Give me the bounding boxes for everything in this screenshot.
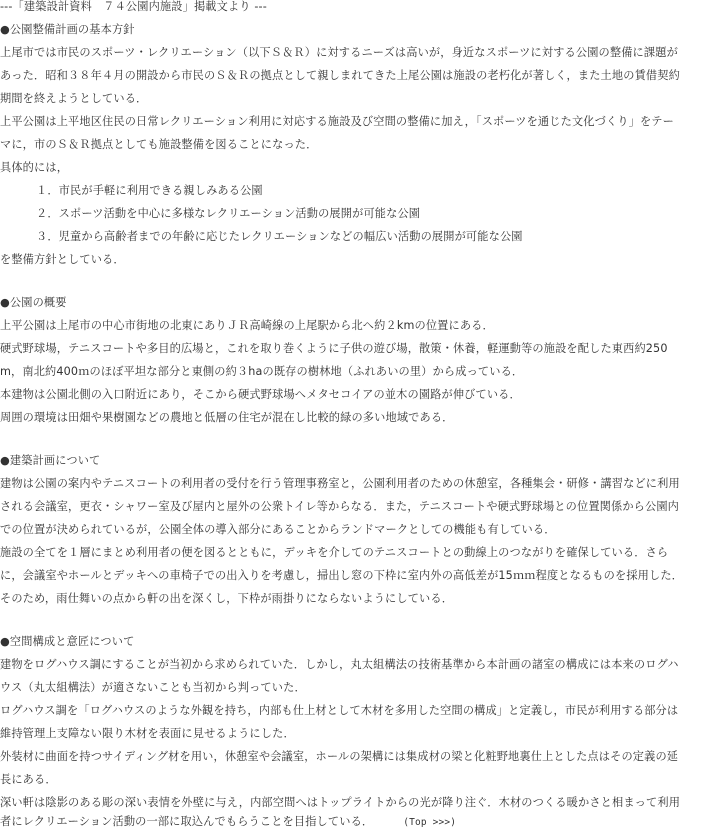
paragraph-line: を整備方針としている． — [0, 253, 125, 266]
paragraph-line: 具体的には， — [0, 161, 69, 174]
paragraph-line: マに，市のＳ＆Ｒ拠点としても施設整備を図ることになった． — [0, 138, 318, 151]
paragraph-line: 上平公園は上平地区住民の日常レクリエーション利用に対応する施設及び空間の整備に加え，「スポーツを通じた文化づくり」をテー — [0, 115, 674, 128]
paragraph-line: m，南北約400ｍのほぼ平坦な部分と東側の約３haの既存の樹林地（ふれあいの里）から成っている． — [0, 365, 524, 378]
paragraph-line: ウス（丸太組構法）が適さないことも当初から判っていた． — [0, 681, 306, 694]
section-heading-architecture: ●建築計画について — [0, 454, 101, 467]
paragraph-line: 硬式野球場，テニスコートや多目的広場と，これを取り巻くように子供の遊び場，散策・休養，軽運動等の施設を配した東西約250 — [0, 342, 668, 355]
paragraph-line: される会議室，更衣・シャワー室及び屋内と屋外の公衆トイレ等からなる．また，テニスコートや硬式野球場との位置関係から公園内 — [0, 500, 680, 513]
paragraph-line: 期間を終えようとしている． — [0, 92, 148, 105]
section-heading-policy: ●公園整備計画の基本方針 — [0, 23, 135, 36]
paragraph-line: に，会議室やホールとデッキへの車椅子での出入りを考慮し，掃出し窓の下枠に室内外の高低差が15ｍｍ程度となるものを採用した． — [0, 569, 684, 582]
paragraph-line: 建物は公園の案内やテニスコートの利用者の受付を行う管理事務室と，公園利用者のための休憩室，各種集会・研修・講習などに利用 — [0, 477, 680, 490]
paragraph-line: 施設の全てを１層にまとめ利用者の便を図るとともに，デッキを介してのテニスコートとの動線上のつながりを確保している．さら — [0, 546, 669, 559]
document-header: ---「建築設計資料 ７４公園内施設」掲載文より --- — [0, 0, 267, 13]
paragraph-line: そのため，雨仕舞いの点から軒の出を深くし，下枠が雨掛りにならないようにしている． — [0, 592, 454, 605]
paragraph-line: 長にある． — [0, 773, 57, 786]
paragraph-text: 者にレクリエーション活動の一部に取込んでもらうことを目指している． — [0, 815, 374, 828]
paragraph-line: 建物をログハウス調にすることが当初から求められていた．しかし，丸太組構法の技術基準から本計画の諸室の構成には本来のログハ — [0, 658, 679, 671]
paragraph-line: 上尾市では市民のスポーツ・レクリエーション（以下Ｓ＆Ｒ）に対するニーズは高いが，身近なスポーツに対する公園の整備に課題が — [0, 46, 678, 59]
list-item: １．市民が手軽に利用できる親しみある公園 — [36, 184, 263, 197]
paragraph-line: 本建物は公園北側の入口附近にあり，そこから硬式野球場へメタセコイアの並木の園路が伸びている． — [0, 388, 521, 401]
paragraph-line: 上平公園は上尾市の中心市街地の北東にありＪＲ高崎線の上尾駅から北へ約２kmの位置にある． — [0, 319, 494, 332]
paragraph-line-last — [0, 815, 456, 830]
paragraph-line: 深い軒は陰影のある彫の深い表情を外壁に与え，内部空間へはトップライトからの光が降り注ぐ．木材のつくる暖かさと相まって利用 — [0, 796, 681, 809]
section-heading-design: ●空間構成と意匠について — [0, 635, 135, 648]
list-item: ３．児童から高齢者までの年齢に応じたレクリエーションなどの幅広い活動の展開が可能な公園 — [36, 230, 523, 243]
paragraph-line: 維持管理上支障ない限り木材を表面に見せるようにした． — [0, 727, 295, 740]
paragraph-line: ログハウス調を「ログハウスのような外観を持ち，内部も仕上材として木材を多用した空間の構成」と定義し，市民が利用する部分は — [0, 704, 679, 717]
paragraph-line: 外装材に曲面を持つサイディング材を用い，休憩室や会議室，ホールの架構には集成材の梁と化粧野地裏仕上とした点はその定義の延 — [0, 750, 679, 763]
paragraph-line: での位置が決められているが，公園全体の導入部分にあることからランドマークとしての機能も有している． — [0, 523, 556, 536]
paragraph-line: あった．昭和３８年４月の開設から市民のＳ＆Ｒの拠点として親しまれてきた上尾公園は施設の老朽化が著しく，また土地の賃借契約 — [0, 69, 680, 82]
list-item: ２．スポーツ活動を中心に多様なレクリエーション活動の展開が可能な公園 — [36, 207, 421, 220]
paragraph-line: 周囲の環境は田畑や果樹園などの農地と低層の住宅が混在し比較的緑の多い地域である． — [0, 411, 454, 424]
top-link[interactable]: (Top >>>) — [403, 817, 457, 828]
section-heading-overview: ●公園の概要 — [0, 296, 67, 309]
